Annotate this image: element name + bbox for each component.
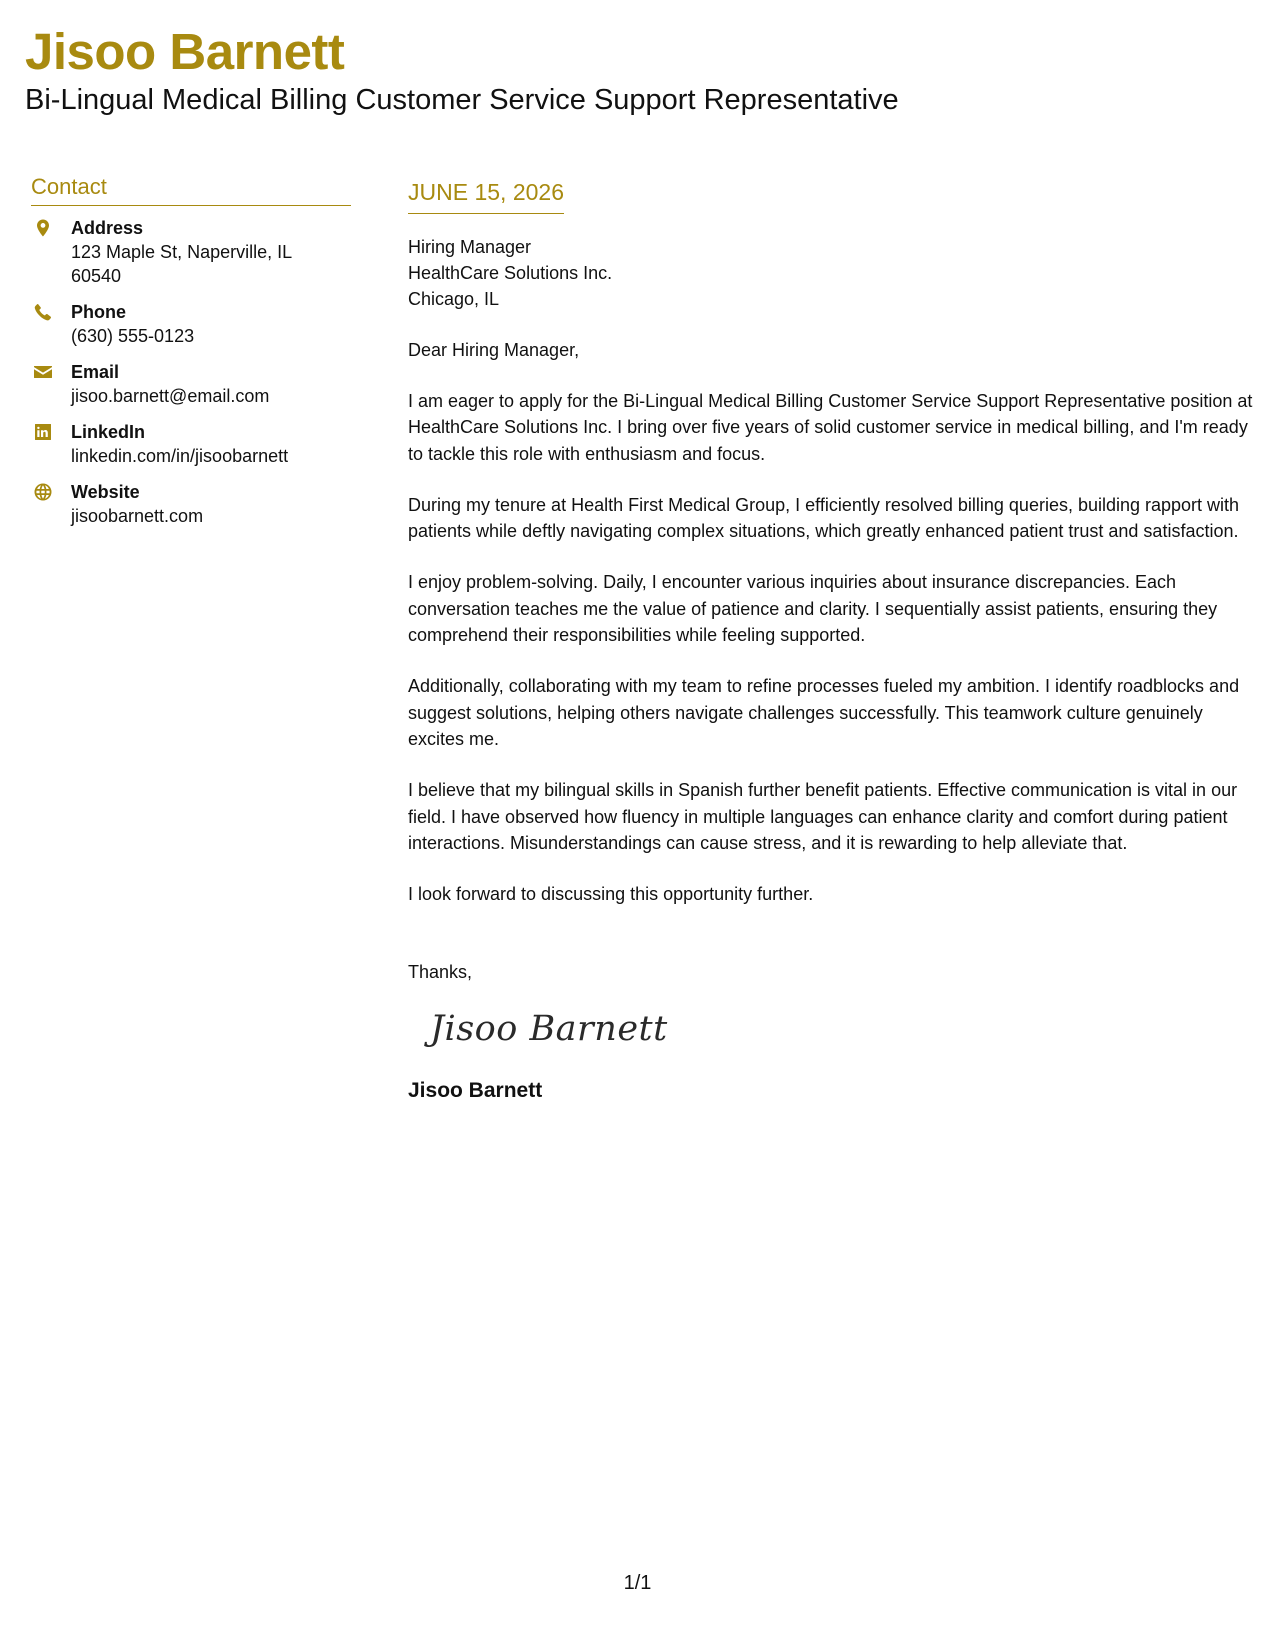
map-pin-icon — [33, 218, 53, 238]
recipient-line: Chicago, IL — [408, 289, 500, 309]
letter-date: JUNE 15, 2026 — [408, 177, 564, 214]
job-title: Bi-Lingual Medical Billing Customer Service Support Representative — [25, 84, 899, 116]
contact-item-address — [31, 216, 351, 288]
applicant-name: Jisoo Barnett — [25, 23, 345, 80]
linkedin-label: LinkedIn — [71, 422, 146, 442]
contact-item-email — [31, 360, 351, 408]
contact-item-phone — [31, 300, 351, 348]
signer-name: Jisoo Barnett — [408, 1079, 543, 1103]
contact-heading: Contact — [31, 172, 351, 206]
paragraph: I am eager to apply for the Bi-Lingual Medical Billing Customer Service Support Representative position at HealthCare Solutions Inc. I bring over five years of solid customer service in medical billing, and I'm ready to tackle this role with enthusiasm and focus. — [408, 391, 1253, 464]
closing: Thanks, — [408, 962, 473, 983]
email-label: Email — [71, 362, 120, 382]
phone-icon — [33, 302, 53, 322]
recipient-block — [408, 234, 1253, 312]
paragraph: I enjoy problem-solving. Daily, I encounter various inquiries about insurance discrepancies. Each conversation teaches me the value of patience and clarity. I sequentially assist patients, ensuring they comprehend their responsibilities while feeling supported. — [408, 572, 1218, 646]
website-value: jisoobarnett.com — [71, 506, 204, 526]
paragraph: I believe that my bilingual skills in Spanish further benefit patients. Effective communication is vital in our field. I have observed how fluency in multiple languages can enhance clarity and comfort during patient interactions. Misunderstandings can cause stress, and it is rewarding to help alleviate that. — [408, 780, 1238, 853]
envelope-icon — [33, 362, 53, 382]
linkedin-icon — [33, 422, 53, 442]
phone-label: Phone — [71, 302, 127, 322]
address-value: 123 Maple St, Naperville, IL 60540 — [71, 242, 292, 286]
salutation: Dear Hiring Manager, — [408, 340, 580, 360]
address-label: Address — [71, 218, 144, 238]
globe-icon — [33, 482, 53, 502]
recipient-line: HealthCare Solutions Inc. — [408, 263, 613, 283]
paragraph: During my tenure at Health First Medical Group, I efficiently resolved billing queries, building rapport with patients while deftly navigating complex situations, which greatly enhanced patient trust and satisfaction. — [408, 494, 1240, 542]
handwritten-signature: Jisoo Barnett — [430, 1009, 668, 1050]
contact-item-linkedin — [31, 420, 351, 468]
paragraph: I look forward to discussing this opportunity further. — [408, 884, 814, 905]
phone-value: (630) 555-0123 — [71, 326, 195, 346]
recipient-line: Hiring Manager — [408, 237, 532, 257]
paragraph: Additionally, collaborating with my team to refine processes fueled my ambition. I identify roadblocks and suggest solutions, helping others navigate challenges successfully. This teamwork culture genuinely excites me. — [408, 676, 1240, 749]
contact-sidebar — [31, 172, 351, 540]
page-number: 1/1 — [623, 1572, 652, 1594]
email-value: jisoo.barnett@email.com — [71, 386, 270, 406]
letter-body — [408, 177, 1253, 1105]
contact-item-website — [31, 480, 351, 528]
linkedin-value: linkedin.com/in/jisoobarnett — [71, 446, 289, 466]
website-label: Website — [71, 482, 140, 502]
